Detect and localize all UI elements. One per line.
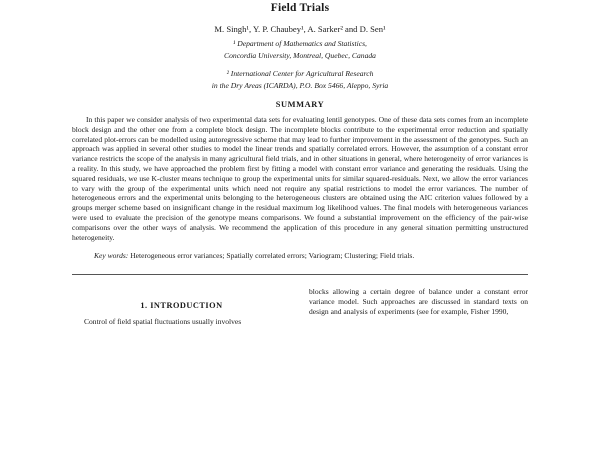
introduction-paragraph-right: blocks allowing a certain degree of balance under a constant error variance model. Such approaches are discussed in standard texts on design and analysis of experiments (see for example, Fisher 1990,	[309, 287, 528, 316]
affiliation-line: ² International Center for Agricultural Research	[226, 69, 374, 79]
page-title: Field Trials	[270, 2, 330, 14]
two-column-body	[72, 287, 528, 327]
section-heading-introduction: 1. INTRODUCTION	[140, 301, 223, 311]
summary-text: In this paper we consider analysis of two experimental data sets for evaluating lentil genotypes. One of these data sets comes from an incomplete block design and the other one from a complete block design. The incomplete blocks contribute to the experimental error reduction and spatially correlated plot-errors can be modelled using autoregressive scheme that may lead to further improvement in the assessment of the genotypes. Such an approach was applied in several other studies to model the linear trends and spatially correlated errors. However, the assumption of a constant error variance restricts the scope of the analysis in many agricultural field trials, and in other situations in general, where heterogeneity of error variances is a reality. In this study, we have approached the problem first by fitting a model with constant error variance and generating the residuals. Using the squared residuals, we use K-cluster means technique to group the experimental units for similar squared-residuals. Next, we allow the error variances to vary with the group of the experimental units which need not require any spatial restrictions to model the error variances. The number of heterogeneous errors and the experimental units belonging to the heterogeneous clusters are obtained using the AIC criterion values followed by a groups merger scheme based on insignificant change in the residual maximum log likelihood values. The final models with heterogeneous variances were used to evaluate the precision of the genotype means comparisons. We found a substantial improvement on the efficiency of the pair-wise comparisons over the other ways of analysis. We recommend the application of this procedure in any general situation permitting unstructured heterogeneity.	[72, 115, 528, 242]
introduction-paragraph-left: Control of field spatial fluctuations usually involves	[84, 317, 242, 327]
paper-page	[0, 2, 600, 452]
affiliation-block-2	[72, 69, 528, 91]
author-list: M. Singh¹, Y. P. Chaubey¹, A. Sarker² and D. Sen¹	[214, 24, 386, 34]
affiliation-block-1	[72, 39, 528, 61]
affiliation-line: ¹ Department of Mathematics and Statistics,	[233, 39, 367, 48]
left-column	[72, 287, 291, 327]
section-divider	[72, 274, 528, 275]
affiliation-line: Concordia University, Montreal, Quebec, Canada	[224, 51, 376, 61]
right-column	[309, 287, 528, 327]
summary-heading: SUMMARY	[275, 100, 325, 110]
keywords-label: Key words:	[94, 251, 129, 261]
keywords-text: Heterogeneous error variances; Spatially correlated errors; Variogram; Clustering; Field trials.	[130, 251, 415, 261]
keywords	[72, 251, 528, 261]
affiliation-line: in the Dry Areas (ICARDA), P.O. Box 5466, Aleppo, Syria	[211, 81, 389, 91]
paper-content	[72, 2, 528, 327]
